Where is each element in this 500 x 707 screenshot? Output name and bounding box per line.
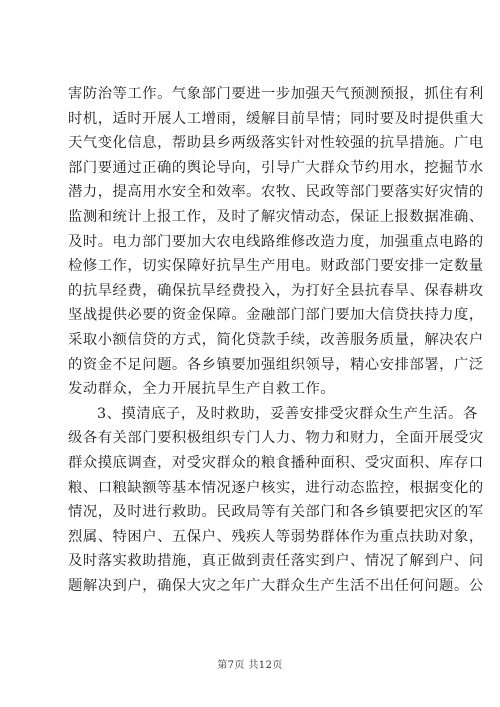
text-line: 监测和统计上报工作，及时了解灾情动态，保证上报数据准确、 [68,208,484,225]
paragraph-disaster-work [68,82,484,402]
text-line: 时机，适时开展人工增雨，缓解目前旱情；同时要及时提供重大 [68,110,484,127]
text-line: 群众摸底调查，对受灾群众的粮食播种面积、受灾面积、库存口 [68,454,484,471]
text-line: 题解决到户，确保大灾之年广大群众生产生活不出任何问题。公 [68,577,484,594]
text-line: 的资金不足问题。各乡镇要加强组织领导，精心安排部署，广泛 [68,356,484,373]
text-line: 粮、口粮缺额等基本情况逐户核实，进行动态监控，根据变化的 [68,479,484,496]
text-line: 检修工作，切实保障好抗旱生产用电。财政部门要安排一定数量 [68,258,484,275]
page-number-footer: 第7页 共12页 [217,660,283,671]
paragraph-section-3 [68,402,484,599]
text-line: 烈属、特困户、五保户、残疾人等弱势群体作为重点扶助对象， [68,528,484,545]
text-line: 潜力，提高用水安全和效率。农牧、民政等部门要落实好灾情的 [68,184,484,201]
text-line: 采取小额信贷的方式，简化贷款手续，改善服务质量，解决农户 [68,331,484,348]
text-line: 害防治等工作。气象部门要进一步加强天气预测预报，抓住有利 [68,86,484,102]
text-line: 坚战提供必要的资金保障。金融部门部门要加大信贷扶持力度， [68,307,484,324]
text-line: 及时落实救助措施，真正做到责任落实到户、情况了解到户、问 [68,553,484,570]
text-line: 情况，及时进行救助。民政局等有关部门和各乡镇要把灾区的军 [68,504,484,521]
document-body [68,82,484,598]
text-line: 及时。电力部门要加大农电线路维修改造力度，加强重点电路的 [68,233,484,250]
text-line: 3、摸清底子，及时救助，妥善安排受灾群众生产生活。各 [97,405,478,422]
text-line: 发动群众，全力开展抗旱生产自救工作。 [68,381,336,398]
text-line: 部门要通过正确的舆论导向，引导广大群众节约用水，挖掘节水 [68,159,484,176]
text-line: 级各有关部门要积极组织专门人力、物力和财力，全面开展受灾 [68,430,484,447]
text-line: 天气变化信息，帮助县乡两级落实针对性较强的抗旱措施。广电 [68,135,484,152]
text-line: 的抗旱经费，确保抗旱经费投入，为打好全县抗春旱、保春耕攻 [68,282,484,299]
